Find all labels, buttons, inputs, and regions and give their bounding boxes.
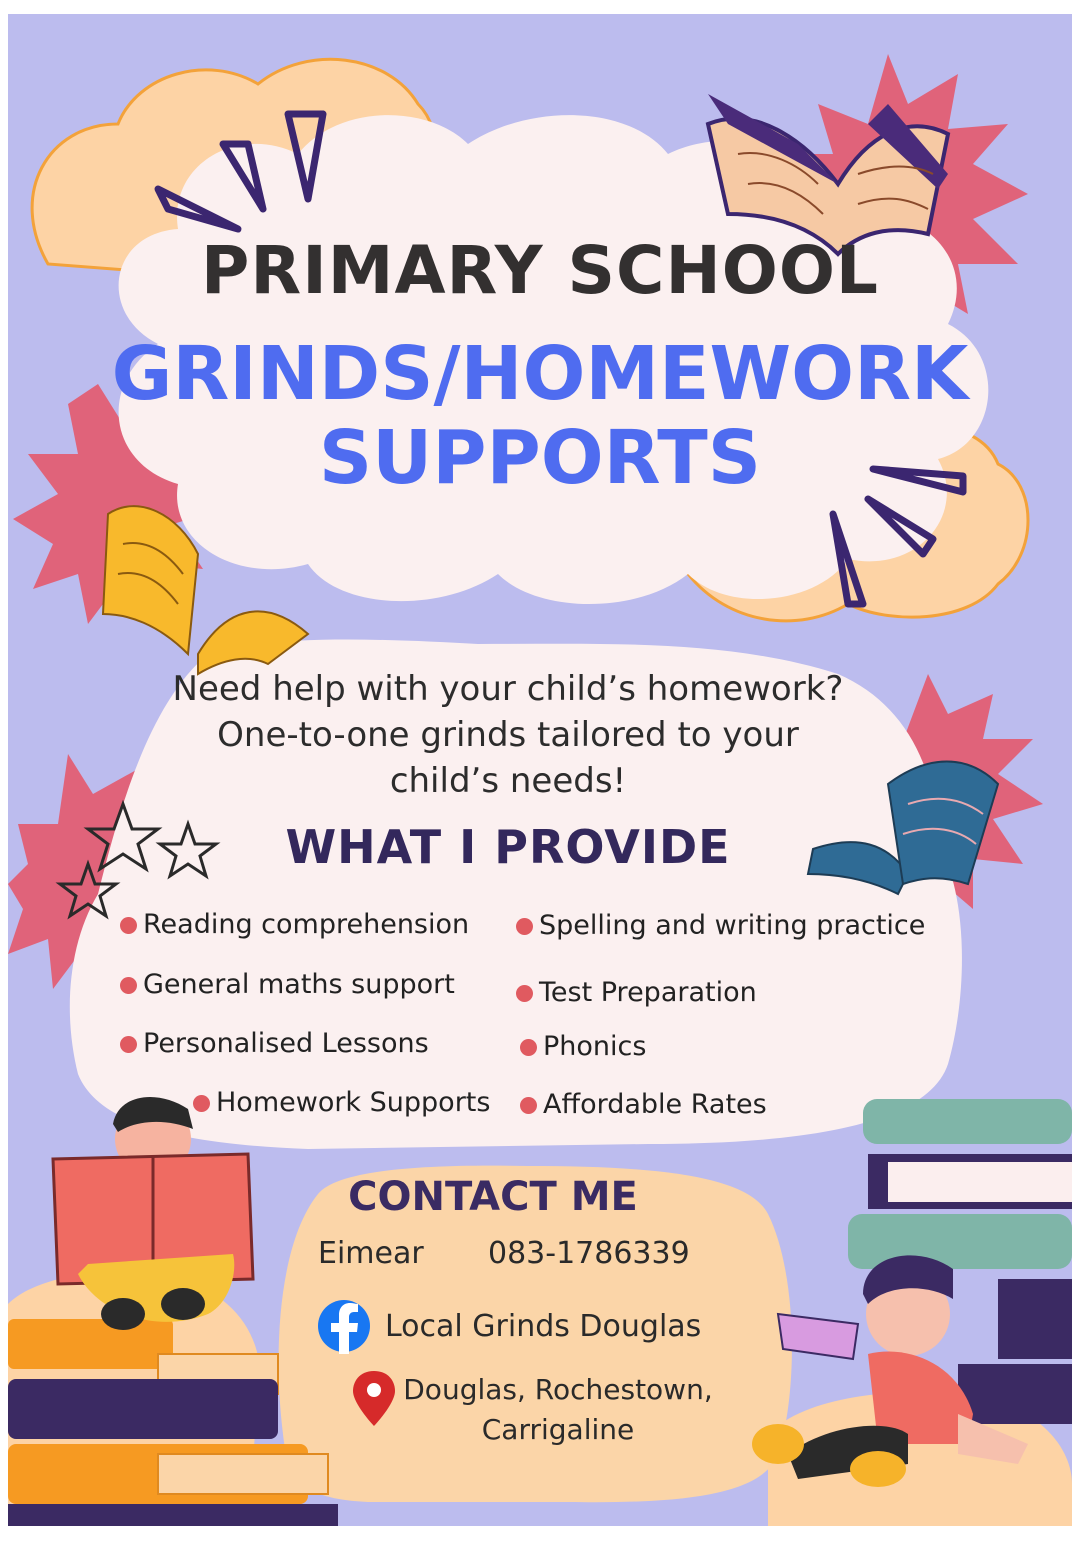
flyer xyxy=(8,14,1072,1526)
title-line-supports: SUPPORTS xyxy=(318,415,762,501)
contact-facebook: Local Grinds Douglas xyxy=(385,1309,702,1344)
contact-phone: 083-1786339 xyxy=(488,1236,690,1271)
bullet-dot xyxy=(193,1095,210,1112)
contact-name: Eimear xyxy=(318,1236,424,1271)
provide-item: Phonics xyxy=(520,1031,646,1062)
intro-text: Need help with your child’s homework? One-to-one grinds tailored to your child’s needs! xyxy=(172,669,844,801)
bullet-dot xyxy=(120,977,137,994)
address-line-2: Carrigaline xyxy=(481,1413,635,1446)
bullet-dot xyxy=(520,1039,537,1056)
provide-item: Spelling and writing practice xyxy=(516,910,925,941)
bullet-dot xyxy=(520,1097,537,1114)
provide-item: Affordable Rates xyxy=(520,1089,767,1120)
provide-heading: WHAT I PROVIDE xyxy=(285,820,731,874)
contact-heading: CONTACT ME xyxy=(348,1174,638,1220)
bullet-dot xyxy=(120,1036,137,1053)
title-primary-school: PRIMARY SCHOOL xyxy=(201,232,879,309)
provide-item: Personalised Lessons xyxy=(120,1028,429,1059)
contact-address xyxy=(358,1370,758,1450)
provide-item: Test Preparation xyxy=(516,977,757,1008)
provide-item: Homework Supports xyxy=(193,1087,490,1118)
title-grinds-homework xyxy=(8,332,1072,500)
bullet-dot xyxy=(516,918,533,935)
title-line-grinds: GRINDS/HOMEWORK xyxy=(111,331,969,417)
provide-item: General maths support xyxy=(120,969,455,1000)
bullet-dot xyxy=(516,985,533,1002)
address-line-1: Douglas, Rochestown, xyxy=(403,1373,713,1406)
provide-item: Reading comprehension xyxy=(120,909,469,940)
bullet-dot xyxy=(120,917,137,934)
